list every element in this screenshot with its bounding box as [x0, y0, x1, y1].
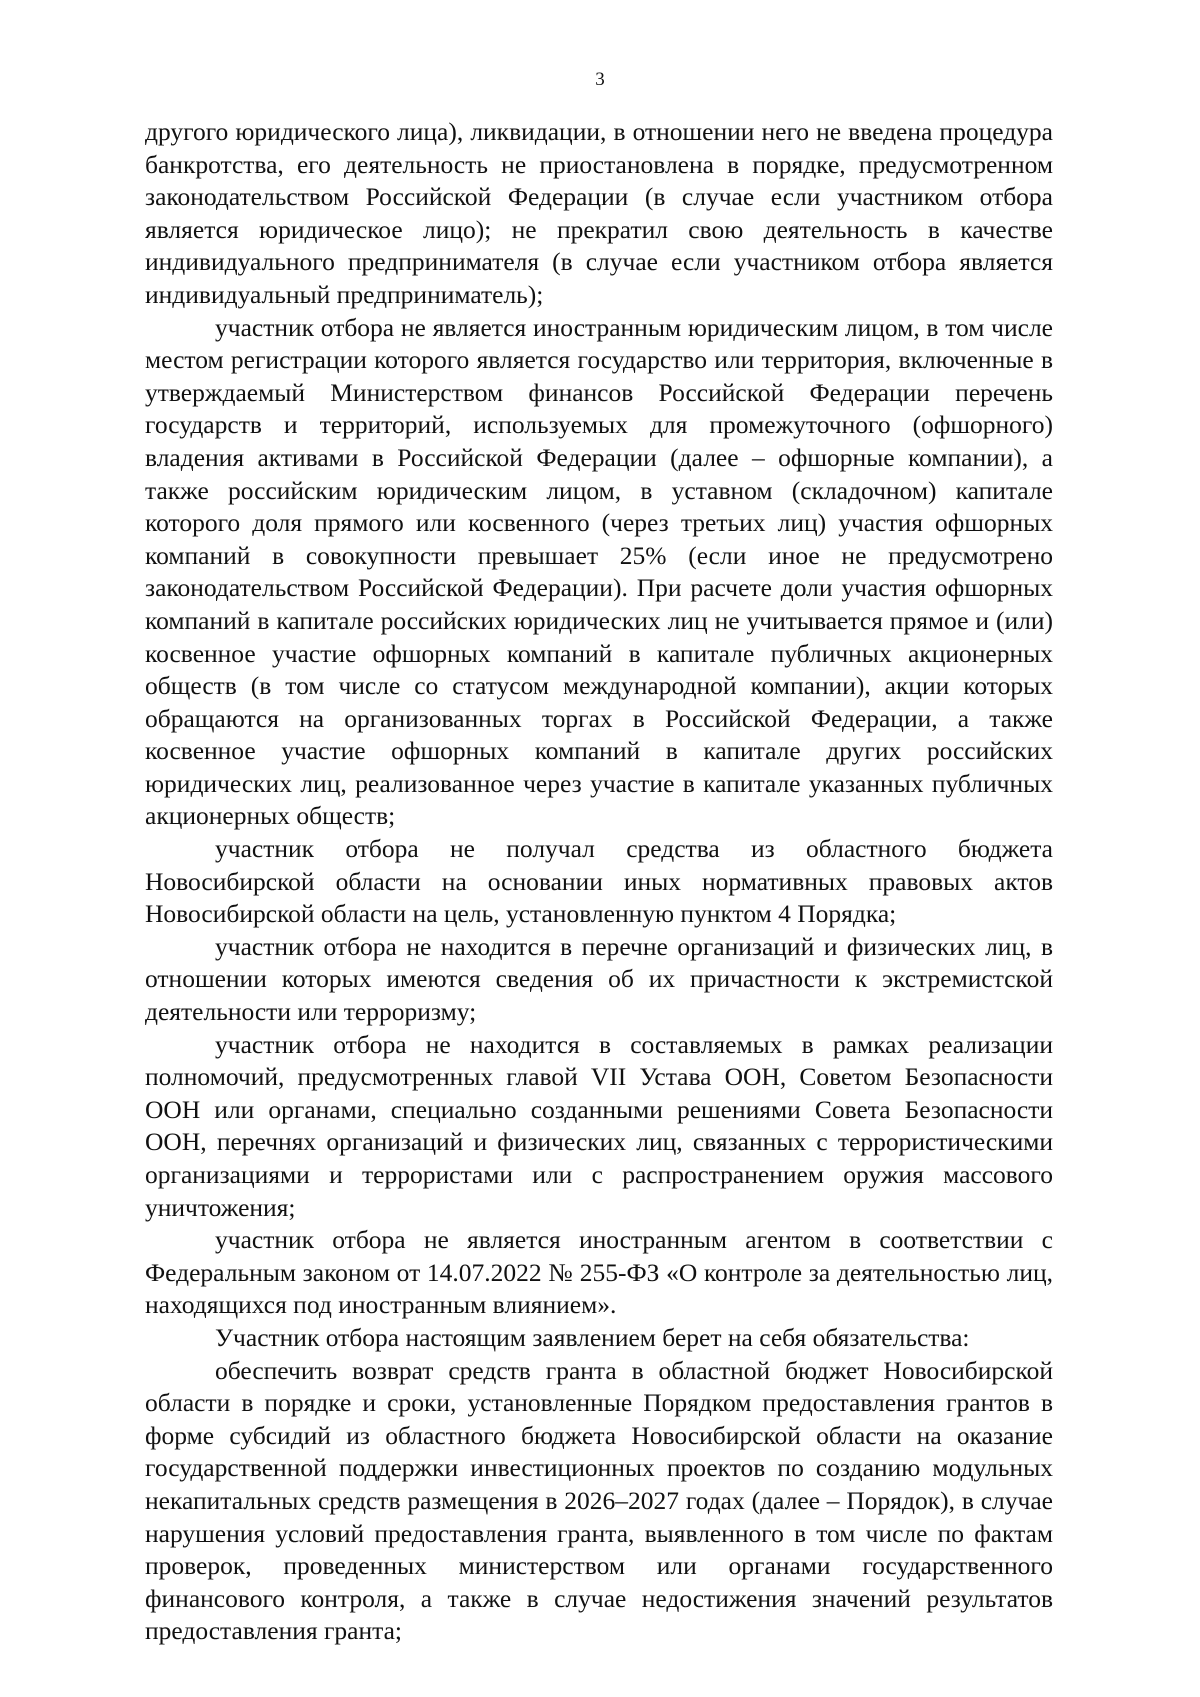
paragraph-extremism-list-condition: участник отбора не находится в перечне организаций и физических лиц, в отношении которых имеются сведения об их причастности к экстремистской деятельности или терроризму;	[145, 931, 1053, 1027]
paragraph-budget-funds-condition: участник отбора не получал средства из областного бюджета Новосибирской области на основании иных нормативных правовых актов Новосибирской области на цель, установленную пунктом 4 Порядка;	[145, 834, 1053, 929]
page-number: 3	[595, 69, 605, 90]
paragraph-obligations-intro: Участник отбора настоящим заявлением берет на себя обязательства:	[215, 1322, 970, 1352]
paragraph-foreign-agent-condition: участник отбора не является иностранным агентом в соответствии с Федеральным законом от 14.07.2022 № 255-ФЗ «О контроле за деятельностью лиц, находящихся под иностранным влиянием».	[145, 1225, 1053, 1320]
paragraph-un-sanctions-condition: участник отбора не находится в составляемых в рамках реализации полномочий, предусмотренных главой VII Устава ООН, Советом Безопасности ООН или органами, специально созданными решениями Совета Безопасности ООН, перечнях организаций и физических лиц, связанных с террористическими организациями и террористами или с распространением оружия массового уничтожения;	[145, 1029, 1053, 1222]
paragraph-grant-return-obligation: обеспечить возврат средств гранта в областной бюджет Новосибирской области в порядке и сроки, установленные Порядком предоставления грантов в форме субсидий из областного бюджета Новосибирской области на оказание государственной поддержки инвестиционных проектов по созданию модульных некапитальных средств размещения в 2026–2027 годах (далее – Порядок), в случае нарушения условий предоставления гранта, выявленного в том числе по фактам проверок, проведенных министерством или органами государственного финансового контроля, а также в случае недостижения значений результатов предоставления гранта;	[145, 1355, 1053, 1646]
document-body	[145, 116, 1053, 1648]
paragraph-offshore-condition: участник отбора не является иностранным юридическим лицом, в том числе местом регистрации которого является государство или территория, включенные в утверждаемый Министерством финансов Российской Федерации перечень государств и территорий, используемых для промежуточного (офшорного) владения активами в Российской Федерации (далее – офшорные компании), а также российским юридическим лицом, в уставном (складочном) капитале которого доля прямого или косвенного (через третьих лиц) участия офшорных компаний в совокупности превышает 25% (если иное не предусмотрено законодательством Российской Федерации). При расчете доли участия офшорных компаний в капитале российских юридических лиц не учитывается прямое и (или) косвенное участие офшорных компаний в капитале публичных акционерных обществ (в том числе со статусом международной компании), акции которых обращаются на организованных торгах в Российской Федерации, а также косвенное участие офшорных компаний в капитале других российских юридических лиц, реализованное через участие в капитале указанных публичных акционерных обществ;	[145, 312, 1053, 831]
paragraph-continuation: другого юридического лица), ликвидации, в отношении него не введена процедура банкротства, его деятельность не приостановлена в порядке, предусмотренном законодательством Российской Федерации (в случае если участником отбора является юридическое лицо); не прекратил свою деятельность в качестве индивидуального предпринимателя (в случае если участником отбора является индивидуальный предприниматель);	[145, 117, 1053, 309]
